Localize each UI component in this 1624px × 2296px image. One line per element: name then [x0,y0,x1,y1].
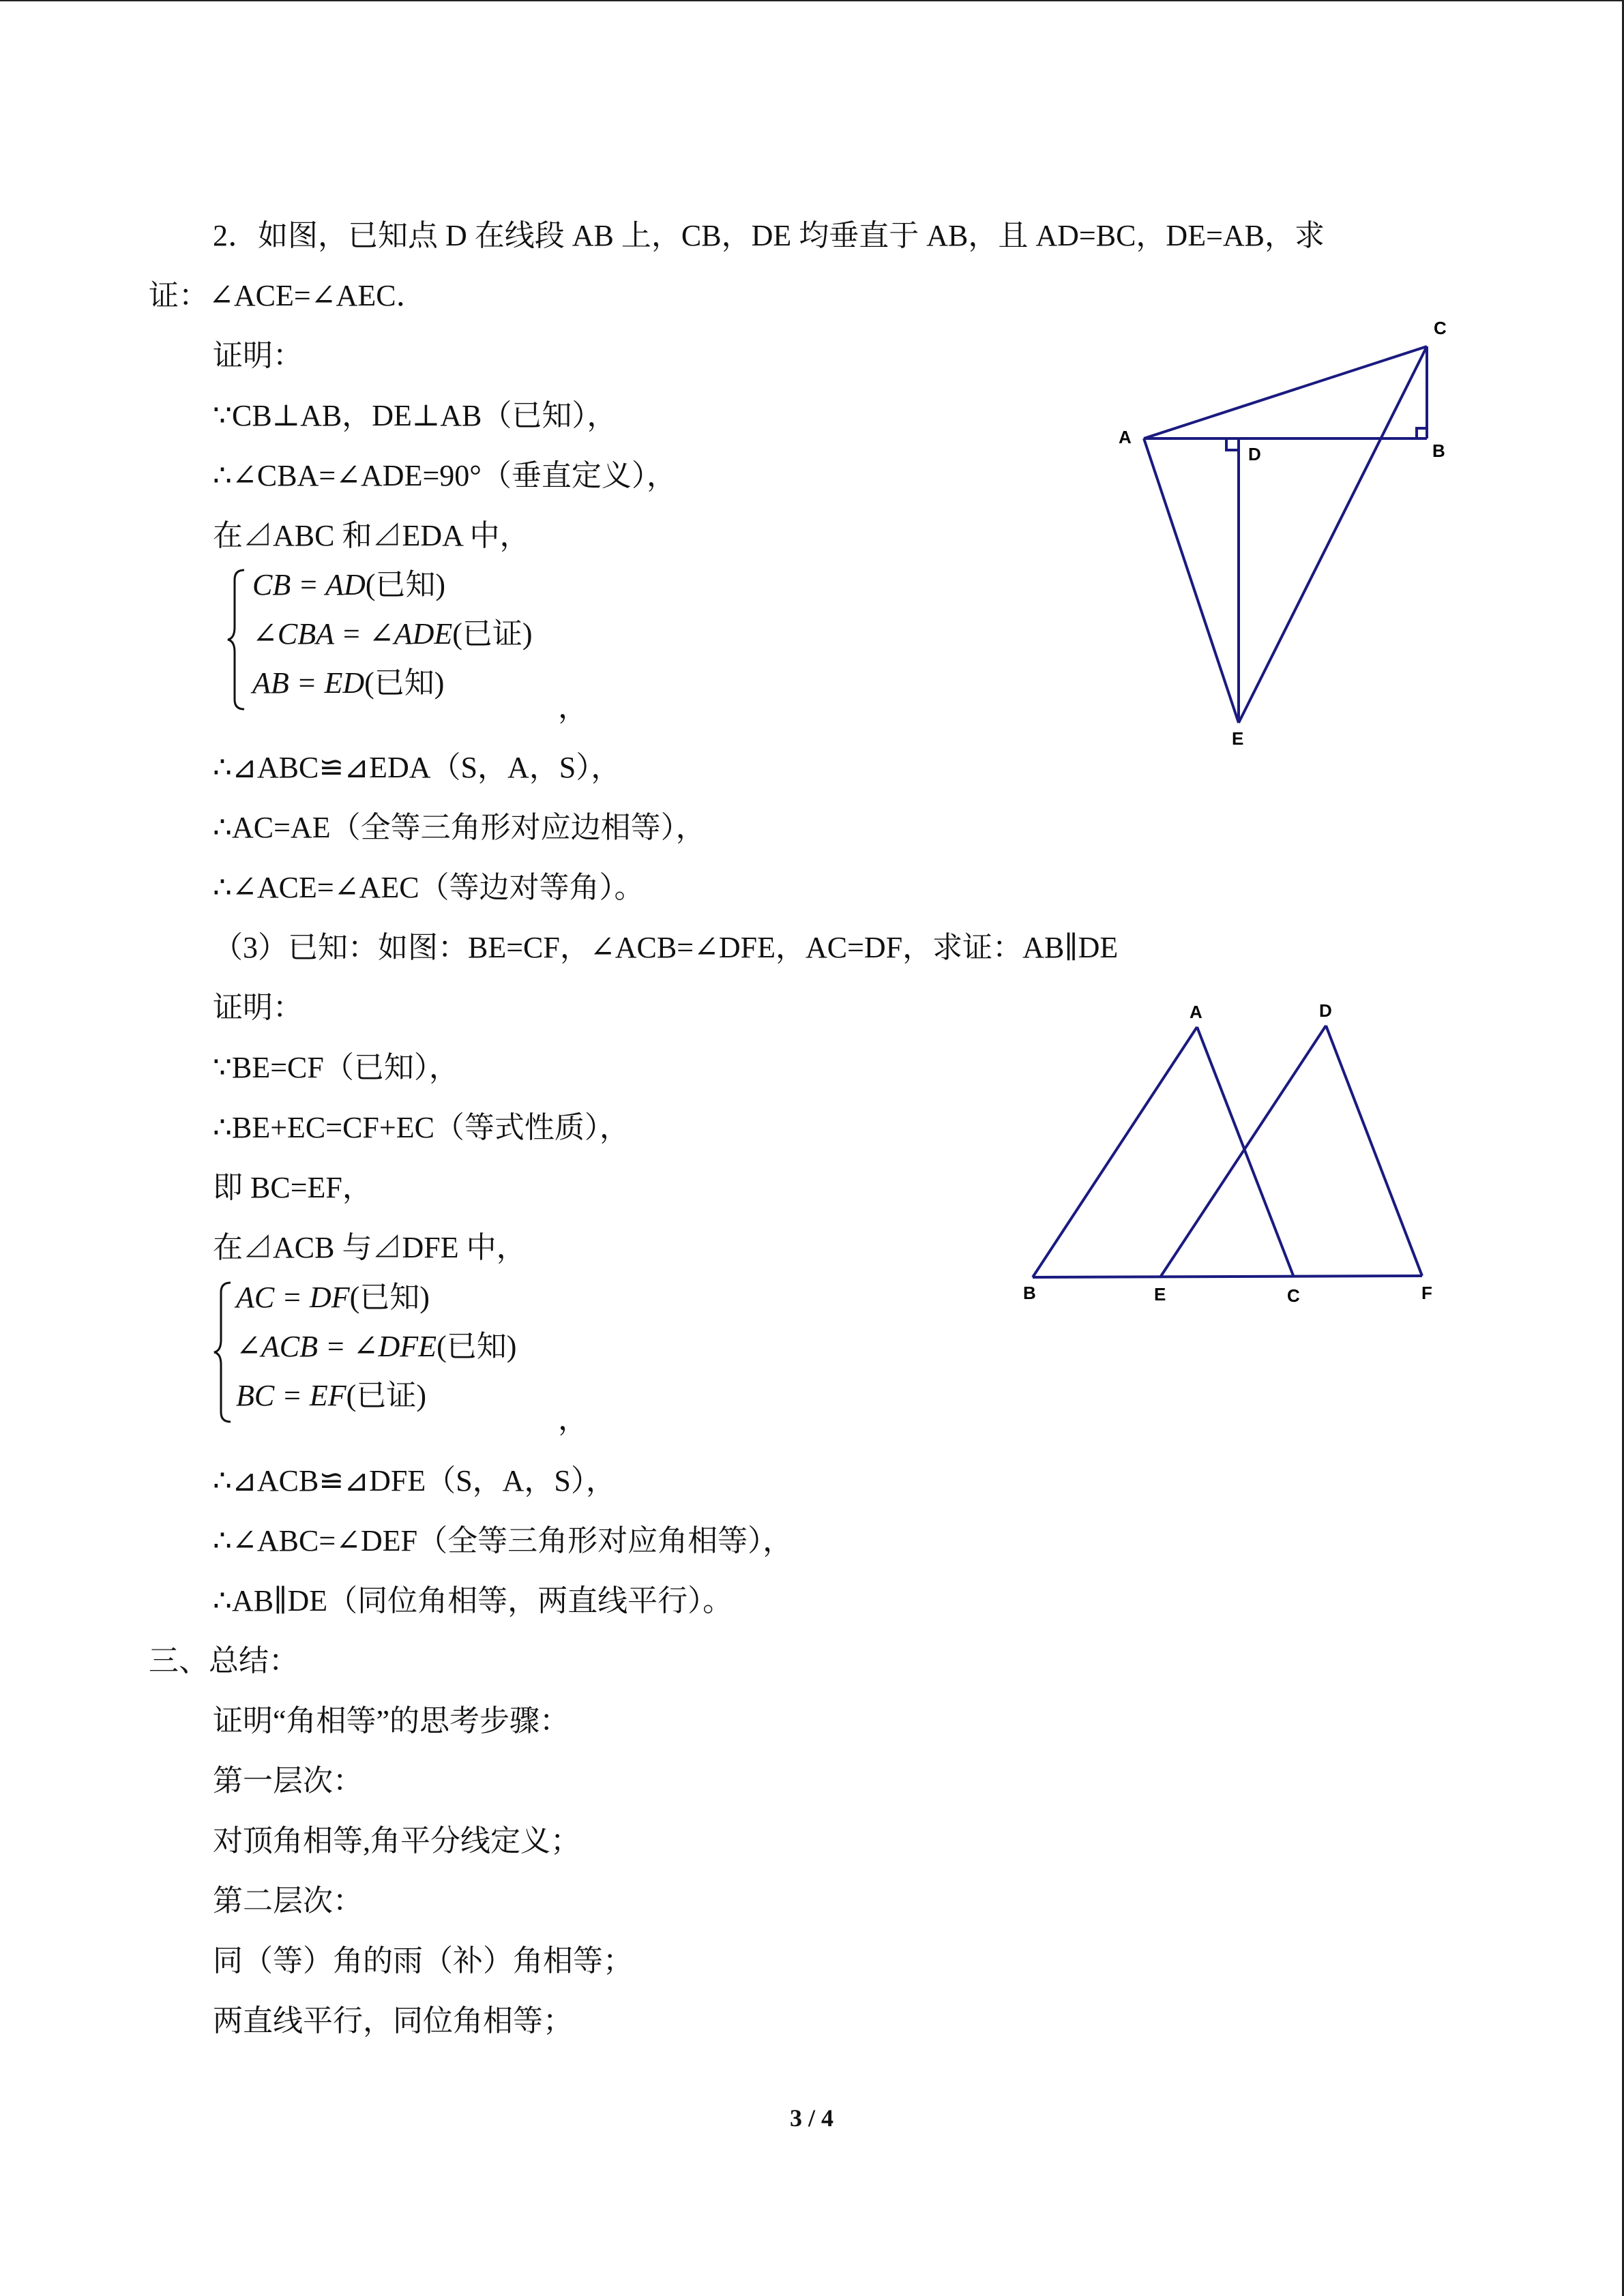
problem2-step2: ∴∠CBA=∠ADE=90°（垂直定义）， [213,459,677,492]
problem3-step1: ∵BE=CF（已知）， [213,1051,459,1084]
problem2-step1: ∵CB⊥AB，DE⊥AB（已知）， [213,399,617,432]
summary-level2-label: 第二层次： [213,1884,363,1918]
problem3-step4: 在⊿ACB 与⊿DFE 中， [213,1231,527,1264]
fig2-label-d: D [1319,1000,1332,1021]
fig2-label-e: E [1154,1284,1166,1304]
problem2-sys-comma: ， [558,691,588,724]
problem3-figure [1009,996,1460,1309]
problem3-statement: （3）已知：如图：BE=CF，∠ACB=∠DFE，AC=DF，求证：AB∥DE [213,931,1119,964]
fig1-label-c: C [1434,318,1447,338]
problem3-step7: ∴AB∥DE（同位角相等，两直线平行）。 [213,1584,733,1617]
summary-level1-label: 第一层次： [213,1764,363,1798]
fig1-label-b: B [1432,441,1445,461]
problem3-sys-row2: ∠ACB = ∠DFE(已知) [236,1330,517,1363]
problem2-sys-row2: ∠CBA = ∠ADE(已证) [252,617,533,651]
summary-level2-text1: 同（等）角的雨（补）角相等； [213,1944,633,1978]
fig1-label-e: E [1232,728,1244,749]
fig1-label-d: D [1248,444,1261,464]
problem2-statement-line2: 证：∠ACE=∠AEC． [149,279,426,312]
brace-icon [225,565,252,715]
fig2-label-a: A [1190,1002,1202,1022]
problem2-sys-row1: CB = AD(已知) [252,568,446,601]
problem3-equation-system [211,1277,593,1427]
problem2-statement-line1: 2．如图，已知点 D 在线段 AB 上，CB，DE 均垂直于 AB，且 AD=BC，DE=AB，求 [213,219,1325,252]
problem2-equation-system [225,565,607,715]
fig2-label-c: C [1287,1285,1300,1306]
summary-intro: 证明“角相等”的思考步骤： [213,1704,570,1738]
problem3-sys-comma: ， [558,1403,588,1436]
problem3-sys-row1: AC = DF(已知) [236,1281,430,1314]
problem3-proof-label: 证明： [213,991,303,1024]
fig2-label-b: B [1023,1283,1036,1303]
fig2-label-f: F [1421,1283,1432,1303]
problem2-sys-row3: AB = ED(已知) [252,666,445,700]
summary-level2-text2: 两直线平行，同位角相等； [213,2004,573,2038]
problem2-figure [1091,314,1473,750]
problem3-step2: ∴BE+EC=CF+EC（等式性质）， [213,1111,630,1144]
problem3-sys-row3: BC = EF(已证) [236,1379,426,1412]
brace-icon [211,1277,239,1427]
problem2-proof-label: 证明： [213,339,303,372]
problem3-step3: 即 BC=EF， [213,1171,372,1204]
problem3-step6: ∴∠ABC=∠DEF（全等三角形对应角相等）， [213,1524,793,1557]
top-border [0,0,1624,1]
problem3-step5: ∴⊿ACB≌⊿DFE（S，A，S）， [213,1464,616,1497]
problem2-step4: ∴⊿ABC≌⊿EDA（S，A，S）， [213,751,621,784]
problem2-step6: ∴∠ACE=∠AEC（等边对等角）。 [213,871,645,904]
summary-heading: 三、总结： [149,1644,299,1678]
page-number: 3 / 4 [789,2104,833,2132]
summary-level1-text: 对顶角相等,角平分线定义； [213,1824,580,1858]
problem2-step5: ∴AC=AE（全等三角形对应边相等）， [213,811,706,844]
fig1-label-a: A [1119,427,1132,447]
problem2-step3: 在⊿ABC 和⊿EDA 中， [213,519,530,552]
